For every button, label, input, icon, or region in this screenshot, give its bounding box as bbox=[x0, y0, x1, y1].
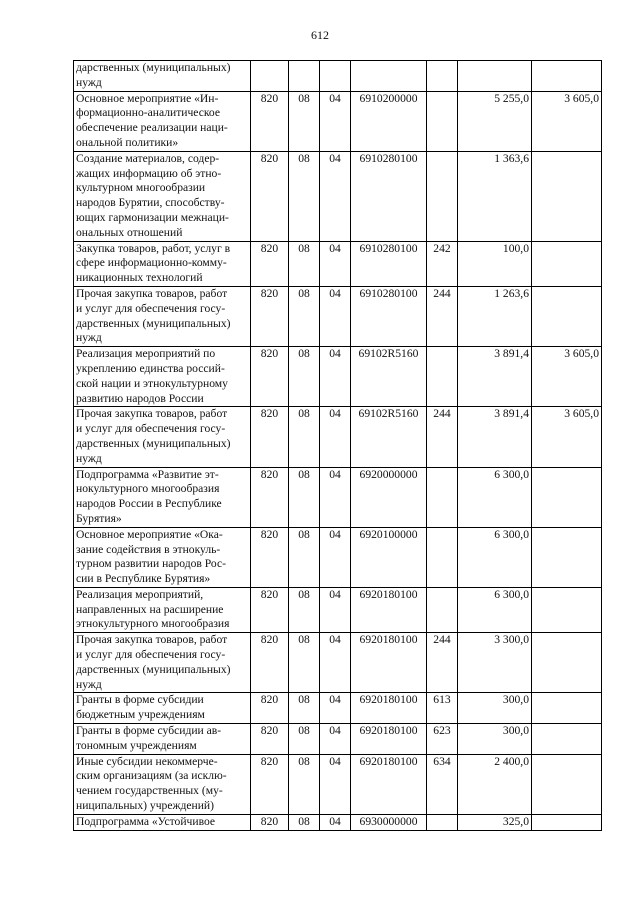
cell-section: 08 bbox=[289, 286, 320, 346]
cell-section: 08 bbox=[289, 241, 320, 286]
cell-subsection: 04 bbox=[320, 814, 351, 830]
cell-amount: 6 300,0 bbox=[458, 587, 532, 632]
cell-target-article: 6920000000 bbox=[351, 467, 427, 527]
cell-amount: 3 891,4 bbox=[458, 347, 532, 407]
cell-amount: 1 263,6 bbox=[458, 286, 532, 346]
cell-amount: 5 255,0 bbox=[458, 91, 532, 151]
cell-target-article: 69102R5160 bbox=[351, 407, 427, 467]
cell-amount: 3 300,0 bbox=[458, 633, 532, 693]
cell-amount-federal bbox=[532, 241, 602, 286]
cell-amount: 3 891,4 bbox=[458, 407, 532, 467]
cell-section: 08 bbox=[289, 693, 320, 724]
cell-section: 08 bbox=[289, 814, 320, 830]
cell-grbs: 820 bbox=[251, 347, 289, 407]
cell-grbs: 820 bbox=[251, 814, 289, 830]
cell-target-article: 69102R5160 bbox=[351, 347, 427, 407]
cell-subsection: 04 bbox=[320, 633, 351, 693]
cell-grbs: 820 bbox=[251, 467, 289, 527]
cell-expense-type: 242 bbox=[427, 241, 458, 286]
cell-name: Подпрограмма «Устойчивое bbox=[74, 814, 251, 830]
cell-subsection: 04 bbox=[320, 693, 351, 724]
cell-amount-federal bbox=[532, 286, 602, 346]
budget-table bbox=[73, 60, 602, 831]
cell-expense-type bbox=[427, 347, 458, 407]
cell-expense-type: 623 bbox=[427, 724, 458, 755]
cell-target-article: 6910280100 bbox=[351, 241, 427, 286]
cell-target-article: 6920180100 bbox=[351, 633, 427, 693]
cell-amount-federal bbox=[532, 587, 602, 632]
cell-target-article: 6930000000 bbox=[351, 814, 427, 830]
cell-expense-type bbox=[427, 61, 458, 92]
cell-grbs: 820 bbox=[251, 527, 289, 587]
table-row bbox=[74, 724, 602, 755]
cell-expense-type bbox=[427, 151, 458, 241]
cell-amount-federal bbox=[532, 724, 602, 755]
cell-grbs: 820 bbox=[251, 587, 289, 632]
table-row bbox=[74, 91, 602, 151]
cell-amount-federal bbox=[532, 814, 602, 830]
cell-subsection: 04 bbox=[320, 527, 351, 587]
cell-target-article: 6920100000 bbox=[351, 527, 427, 587]
cell-subsection: 04 bbox=[320, 407, 351, 467]
cell-name: Основное мероприятие «Ока- зание содействия в этнокуль- турном развитии народов Рос- сии в Республике Бурятия» bbox=[74, 527, 251, 587]
cell-grbs: 820 bbox=[251, 151, 289, 241]
cell-section bbox=[289, 61, 320, 92]
cell-amount: 300,0 bbox=[458, 693, 532, 724]
cell-name: Прочая закупка товаров, работ и услуг для обеспечения госу- дарственных (муниципальных) нужд bbox=[74, 633, 251, 693]
cell-amount: 6 300,0 bbox=[458, 527, 532, 587]
cell-expense-type: 634 bbox=[427, 754, 458, 814]
cell-section: 08 bbox=[289, 754, 320, 814]
table-row bbox=[74, 61, 602, 92]
cell-expense-type: 613 bbox=[427, 693, 458, 724]
table-row bbox=[74, 241, 602, 286]
cell-target-article: 6910280100 bbox=[351, 286, 427, 346]
cell-grbs: 820 bbox=[251, 633, 289, 693]
cell-section: 08 bbox=[289, 91, 320, 151]
page-number: 612 bbox=[311, 28, 329, 42]
cell-amount: 2 400,0 bbox=[458, 754, 532, 814]
cell-grbs: 820 bbox=[251, 754, 289, 814]
cell-section: 08 bbox=[289, 724, 320, 755]
table-body bbox=[74, 61, 602, 831]
cell-target-article: 6920180100 bbox=[351, 724, 427, 755]
cell-amount-federal: 3 605,0 bbox=[532, 91, 602, 151]
cell-amount: 100,0 bbox=[458, 241, 532, 286]
cell-section: 08 bbox=[289, 527, 320, 587]
cell-amount-federal bbox=[532, 693, 602, 724]
table-row bbox=[74, 754, 602, 814]
cell-name: Гранты в форме субсидии ав- тономным учреждениям bbox=[74, 724, 251, 755]
cell-expense-type bbox=[427, 527, 458, 587]
cell-target-article: 6920180100 bbox=[351, 754, 427, 814]
cell-amount-federal bbox=[532, 754, 602, 814]
cell-subsection: 04 bbox=[320, 347, 351, 407]
cell-expense-type: 244 bbox=[427, 286, 458, 346]
cell-expense-type: 244 bbox=[427, 633, 458, 693]
cell-target-article: 6920180100 bbox=[351, 587, 427, 632]
cell-name: Гранты в форме субсидии бюджетным учреждениям bbox=[74, 693, 251, 724]
cell-name: Закупка товаров, работ, услуг в сфере информационно-комму- никационных технологий bbox=[74, 241, 251, 286]
table-row bbox=[74, 527, 602, 587]
cell-name: Реализация мероприятий по укреплению единства россий- ской нации и этнокультурному развитию народов России bbox=[74, 347, 251, 407]
cell-section: 08 bbox=[289, 407, 320, 467]
cell-section: 08 bbox=[289, 587, 320, 632]
cell-grbs: 820 bbox=[251, 241, 289, 286]
cell-grbs bbox=[251, 61, 289, 92]
cell-amount-federal bbox=[532, 633, 602, 693]
cell-target-article: 6920180100 bbox=[351, 693, 427, 724]
cell-section: 08 bbox=[289, 633, 320, 693]
table-row bbox=[74, 633, 602, 693]
cell-subsection: 04 bbox=[320, 587, 351, 632]
cell-grbs: 820 bbox=[251, 286, 289, 346]
cell-subsection bbox=[320, 61, 351, 92]
cell-amount: 6 300,0 bbox=[458, 467, 532, 527]
cell-amount bbox=[458, 61, 532, 92]
cell-amount-federal bbox=[532, 151, 602, 241]
cell-target-article: 6910200000 bbox=[351, 91, 427, 151]
table-row bbox=[74, 467, 602, 527]
cell-target-article bbox=[351, 61, 427, 92]
cell-subsection: 04 bbox=[320, 467, 351, 527]
cell-subsection: 04 bbox=[320, 724, 351, 755]
cell-subsection: 04 bbox=[320, 151, 351, 241]
cell-amount-federal bbox=[532, 61, 602, 92]
cell-name: Прочая закупка товаров, работ и услуг для обеспечения госу- дарственных (муниципальных) нужд bbox=[74, 286, 251, 346]
cell-amount-federal: 3 605,0 bbox=[532, 407, 602, 467]
table-row bbox=[74, 286, 602, 346]
cell-subsection: 04 bbox=[320, 754, 351, 814]
cell-section: 08 bbox=[289, 467, 320, 527]
cell-section: 08 bbox=[289, 151, 320, 241]
cell-amount-federal bbox=[532, 467, 602, 527]
table-row bbox=[74, 587, 602, 632]
cell-name: дарственных (муниципальных) нужд bbox=[74, 61, 251, 92]
cell-amount-federal: 3 605,0 bbox=[532, 347, 602, 407]
table-row bbox=[74, 347, 602, 407]
cell-grbs: 820 bbox=[251, 91, 289, 151]
table-row bbox=[74, 693, 602, 724]
table-row bbox=[74, 814, 602, 830]
cell-expense-type bbox=[427, 587, 458, 632]
cell-grbs: 820 bbox=[251, 724, 289, 755]
cell-name: Реализация мероприятий, направленных на расширение этнокультурного многообразия bbox=[74, 587, 251, 632]
cell-amount: 300,0 bbox=[458, 724, 532, 755]
table-row bbox=[74, 407, 602, 467]
table-row bbox=[74, 151, 602, 241]
cell-amount-federal bbox=[532, 527, 602, 587]
cell-subsection: 04 bbox=[320, 91, 351, 151]
cell-expense-type bbox=[427, 467, 458, 527]
cell-expense-type: 244 bbox=[427, 407, 458, 467]
cell-name: Основное мероприятие «Ин- формационно-аналитическое обеспечение реализации наци- ональной политики» bbox=[74, 91, 251, 151]
cell-amount: 1 363,6 bbox=[458, 151, 532, 241]
cell-subsection: 04 bbox=[320, 286, 351, 346]
cell-name: Иные субсидии некоммерче- ским организациям (за исклю- чением государственных (му- ниципальных) учреждений) bbox=[74, 754, 251, 814]
cell-name: Подпрограмма «Развитие эт- нокультурного многообразия народов России в Республике Бурятия» bbox=[74, 467, 251, 527]
cell-grbs: 820 bbox=[251, 693, 289, 724]
cell-expense-type bbox=[427, 91, 458, 151]
cell-subsection: 04 bbox=[320, 241, 351, 286]
cell-name: Создание материалов, содер- жащих информацию об этно- культурном многообразии народов Бурятии, способству- ющих гармонизации межнаци- ональных отношений bbox=[74, 151, 251, 241]
cell-section: 08 bbox=[289, 347, 320, 407]
cell-name: Прочая закупка товаров, работ и услуг для обеспечения госу- дарственных (муниципальных) нужд bbox=[74, 407, 251, 467]
cell-target-article: 6910280100 bbox=[351, 151, 427, 241]
cell-amount: 325,0 bbox=[458, 814, 532, 830]
cell-grbs: 820 bbox=[251, 407, 289, 467]
cell-expense-type bbox=[427, 814, 458, 830]
